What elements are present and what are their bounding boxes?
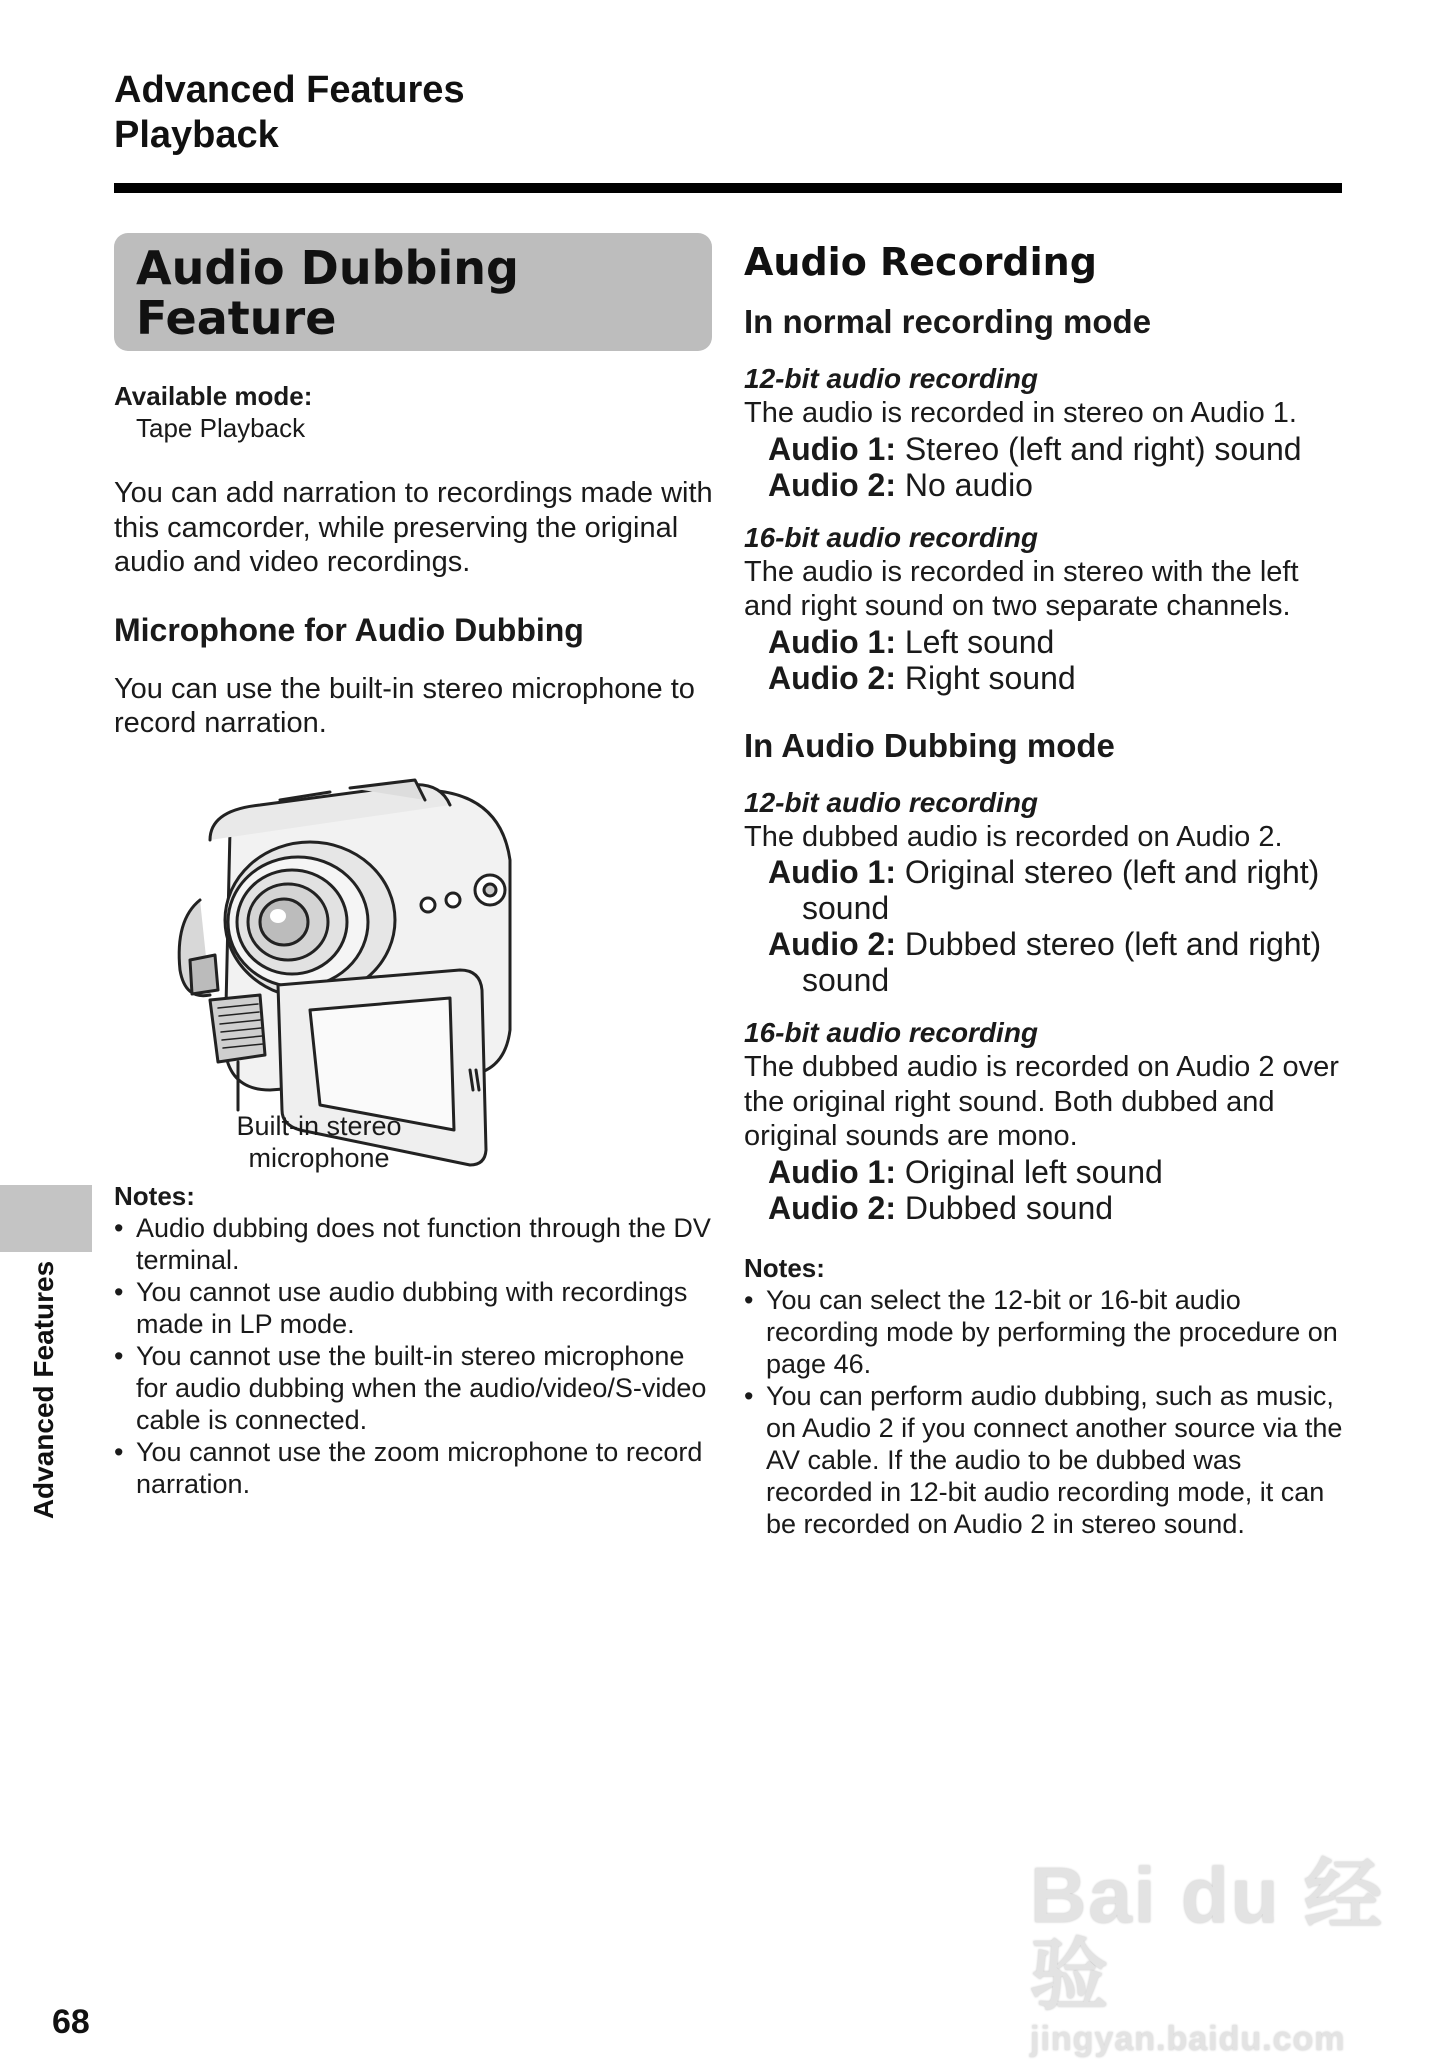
header-line-2: Playback xyxy=(114,114,279,156)
dub-12bit-audio1: Audio 1: Original stereo (left and right) sound xyxy=(768,854,1320,926)
side-tab-marker xyxy=(0,1185,92,1252)
normal-16bit-desc: The audio is recorded in stereo with the left and right sound on two separate channels. xyxy=(744,555,1299,622)
audio-recording-heading: Audio Recording xyxy=(744,240,1097,284)
normal-12bit-audio1: Audio 1: Stereo (left and right) sound xyxy=(768,430,1302,467)
normal-12bit-audio2: Audio 2: No audio xyxy=(768,466,1033,503)
list-item: • Audio dubbing does not function through the DV terminal. xyxy=(114,1212,719,1276)
mic-callout-line-2: microphone xyxy=(248,1143,390,1173)
dub-16bit-title: 16-bit audio recording xyxy=(744,1017,1039,1048)
title-box xyxy=(114,233,712,351)
normal-12bit-title: 12-bit audio recording xyxy=(744,363,1039,394)
normal-12bit-desc: The audio is recorded in stereo on Audio 1. xyxy=(744,397,1297,429)
page-title: Audio Dubbing Feature xyxy=(136,241,519,345)
mic-callout xyxy=(228,1110,410,1174)
normal-16bit-audio2: Audio 2: Right sound xyxy=(768,659,1076,696)
list-item: • You cannot use the zoom microphone to record narration. xyxy=(114,1436,719,1500)
right-column xyxy=(744,240,1344,1540)
dub-12bit-title: 12-bit audio recording xyxy=(744,786,1039,818)
dub-mode-heading: In Audio Dubbing mode xyxy=(744,726,1115,764)
list-item: • You cannot use audio dubbing with recordings made in LP mode. xyxy=(114,1276,719,1340)
watermark-logo: Bai du 经验 xyxy=(1030,1851,1385,2019)
normal-mode-heading: In normal recording mode xyxy=(744,303,1152,340)
notes-heading: Notes: xyxy=(114,1181,195,1211)
list-item: • You can perform audio dubbing, such as music, on Audio 2 if you connect another source via the AV cable. If the audio to be dubbed was recorded in 12-bit audio recording mode, it can be recorded on Audio 2 in stereo sound. xyxy=(744,1380,1344,1540)
left-column xyxy=(114,380,714,741)
left-notes xyxy=(114,1180,719,1500)
right-notes-heading: Notes: xyxy=(744,1252,825,1283)
available-mode-value: Tape Playback xyxy=(136,413,306,443)
normal-16bit-audio1: Audio 1: Left sound xyxy=(768,623,1055,660)
mic-paragraph: You can use the built-in stereo microphone to record narration. xyxy=(114,672,695,739)
intro-paragraph: You can add narration to recordings made with this camcorder, while preserving the original audio and video recordings. xyxy=(114,477,713,578)
normal-16bit-title: 16-bit audio recording xyxy=(744,521,1039,553)
mic-callout-line-1: Built-in stereo xyxy=(236,1111,402,1141)
side-section-label: Advanced Features xyxy=(28,1260,59,1520)
mic-heading: Microphone for Audio Dubbing xyxy=(114,611,584,648)
page-number: 68 xyxy=(52,2003,90,2041)
list-item: • You cannot use the built-in stereo microphone for audio dubbing when the audio/video/S-video cable is connected. xyxy=(114,1340,719,1436)
dub-16bit-audio2: Audio 2: Dubbed sound xyxy=(768,1189,1114,1226)
dub-12bit-desc: The dubbed audio is recorded on Audio 2. xyxy=(744,820,1283,853)
header-line-1: Advanced Features xyxy=(114,69,465,111)
section-header xyxy=(114,68,465,158)
dub-16bit-desc: The dubbed audio is recorded on Audio 2 over the original right sound. Both dubbed and original sounds are mono. xyxy=(744,1051,1339,1152)
watermark-url: jingyan.baidu.com xyxy=(1030,2020,1346,2058)
list-item: • You can select the 12-bit or 16-bit audio recording mode by performing the procedure on page 46. xyxy=(744,1284,1344,1380)
dub-12bit-audio2: Audio 2: Dubbed stereo (left and right) sound xyxy=(768,926,1322,998)
baidu-watermark xyxy=(1030,1851,1451,2059)
available-mode-label: Available mode: xyxy=(114,381,313,411)
dub-16bit-audio1: Audio 1: Original left sound xyxy=(768,1153,1163,1190)
header-rule xyxy=(114,183,1342,193)
